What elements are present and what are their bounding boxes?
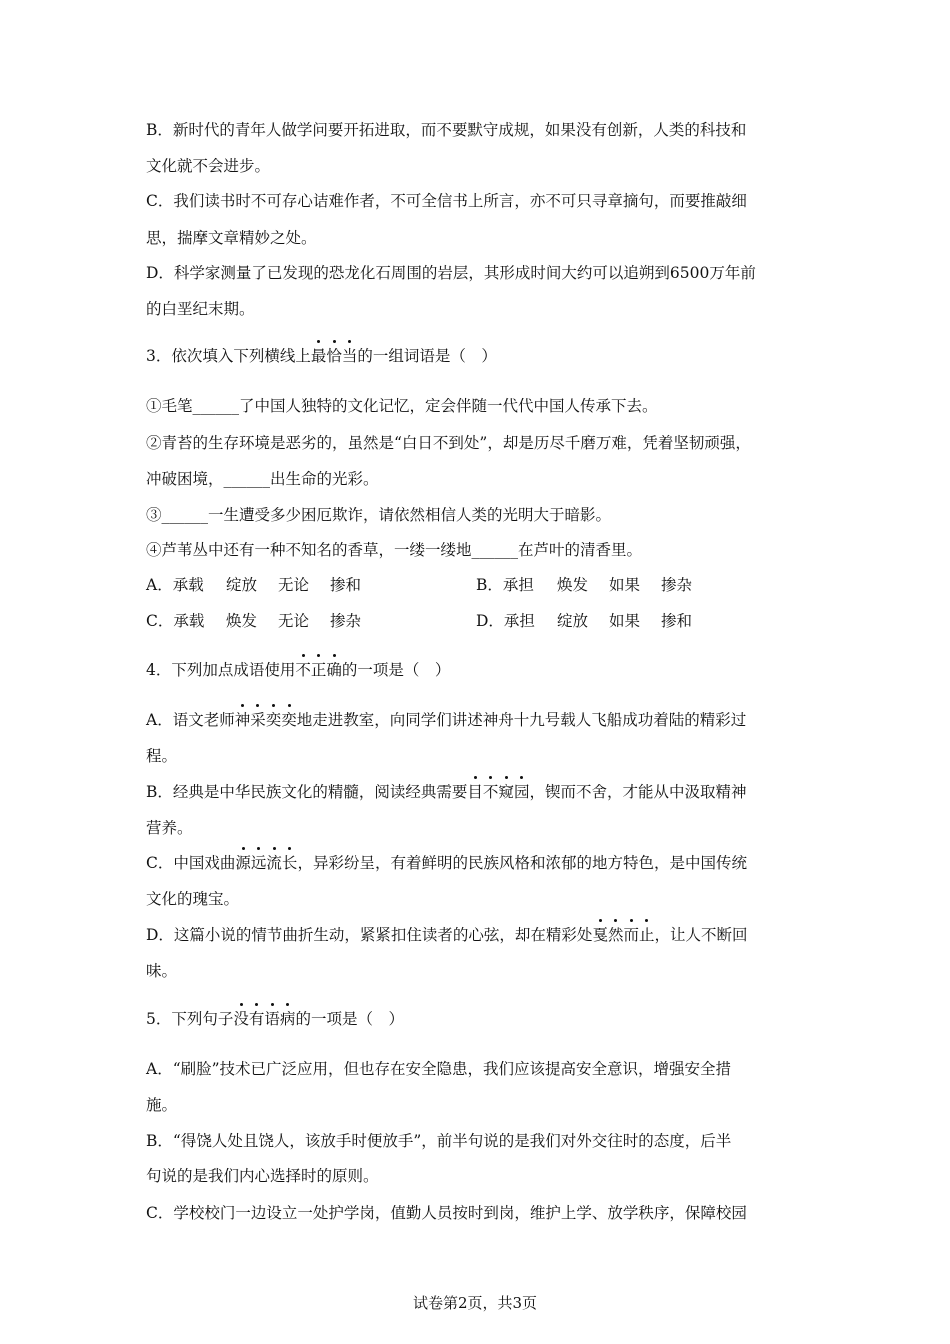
emphasis-char: 没	[233, 1010, 249, 1028]
q4-option-b-line2: 营养。	[146, 819, 193, 837]
emphasis-char: 神	[234, 711, 251, 729]
emphasis-char: 戛	[592, 926, 608, 944]
emphasis-char: 奕	[281, 711, 297, 729]
emphasis-char: 而	[623, 926, 639, 944]
emphasis-char: 恰	[326, 347, 342, 365]
q5-option-c-line1: C．学校校门一边设立一处护学岗，值勤人员按时到岗，维护上学、放学秩序，保障校园	[146, 1204, 747, 1222]
emphasis-char: 有	[248, 1010, 265, 1028]
q2-option-d-line1: D．科学家测量了已发现的恐龙化石周围的岩层，其形成时间大约可以追朔到6500万年前	[146, 264, 756, 282]
q4-option-a-line2: 程。	[146, 747, 178, 765]
emphasis-char: 流	[266, 854, 282, 872]
q3-stem: 3．依次填入下列横线上最恰当的一组词语是（ ）	[146, 347, 497, 365]
emphasis-char: 不	[295, 661, 311, 679]
emphasis-char: 窥	[498, 783, 514, 801]
emphasis-char: 不	[482, 783, 499, 801]
emphasis-char: 长	[281, 854, 298, 872]
q3-sentence-1: ①毛笔______了中国人独特的文化记忆，定会伴随一代代中国人传承下去。	[146, 397, 658, 415]
q2-option-c-line1: C．我们读书时不可存心诘难作者，不可全信书上所言，亦不可只寻章摘句，而要推敲细	[146, 192, 747, 210]
emphasis-char: 奕	[265, 711, 282, 729]
q2-option-c-line2: 思，揣摩文章精妙之处。	[146, 229, 317, 247]
emphasis-char: 然	[607, 926, 624, 944]
q4-option-c-line1: C．中国戏曲源远流长，异彩纷呈，有着鲜明的民族风格和浓郁的地方特色，是中国传统	[146, 854, 747, 872]
q4-option-b-line1: B．经典是中华民族文化的精髓，阅读经典需要目不窥园，锲而不舍，才能从中汲取精神	[146, 783, 747, 801]
emphasis-char: 确	[326, 661, 342, 679]
q4-option-c-line2: 文化的瑰宝。	[146, 890, 240, 908]
q2-option-b-line1: B．新时代的青年人做学问要开拓进取，而不要默守成规，如果没有创新，人类的科技和	[146, 121, 747, 139]
q3-sentence-2-line2: 冲破困境，______出生命的光彩。	[146, 470, 379, 488]
emphasis-char: 采	[250, 711, 266, 729]
q4-option-d-line1: D．这篇小说的情节曲折生动，紧紧扣住读者的心弦，却在精彩处戛然而止，让人不断回	[146, 926, 748, 944]
emphasis-char: 语	[264, 1010, 280, 1028]
q4-stem: 4．下列加点成语使用不正确的一项是（ ）	[146, 661, 451, 679]
emphasis-char: 源	[235, 854, 251, 872]
q5-option-a-line1: A．“刷脸”技术已广泛应用，但也存在安全隐患，我们应该提高安全意识，增强安全措	[146, 1060, 732, 1078]
q2-option-d-line2: 的白垩纪末期。	[146, 300, 255, 318]
emphasis-char: 病	[279, 1010, 296, 1028]
emphasis-char: 当	[341, 347, 358, 365]
q3-sentence-2-line1: ②青苔的生存环境是恶劣的，虽然是“白日不到处”，却是历尽千磨万难，凭着坚韧顽强，	[146, 434, 751, 452]
emphasis-char: 正	[310, 661, 327, 679]
q5-option-a-line2: 施。	[146, 1096, 178, 1114]
q2-option-b-line2: 文化就不会进步。	[146, 157, 271, 175]
emphasis-char: 目	[467, 783, 483, 801]
emphasis-char: 远	[250, 854, 267, 872]
q5-option-b-line2: 句说的是我们内心选择时的原则。	[146, 1167, 379, 1185]
q4-option-d-line2: 味。	[146, 962, 178, 980]
q4-option-a-line1: A．语文老师神采奕奕地走进教室，向同学们讲述神舟十九号载人飞船成功着陆的精彩过	[146, 711, 747, 729]
q3-sentence-3: ③______一生遭受多少困厄欺诈，请依然相信人类的光明大于暗影。	[146, 506, 612, 524]
emphasis-char: 止	[638, 926, 655, 944]
emphasis-char: 最	[310, 347, 327, 365]
page-footer: 试卷第2页，共3页	[412, 1294, 538, 1312]
q5-stem: 5．下列句子没有语病的一项是（ ）	[146, 1010, 404, 1028]
q3-sentence-4: ④芦苇丛中还有一种不知名的香草，一缕一缕地______在芦叶的清香里。	[146, 541, 643, 559]
emphasis-char: 园	[513, 783, 530, 801]
q5-option-b-line1: B．“得饶人处且饶人，该放手时便放手”，前半句说的是我们对外交往时的态度，后半	[146, 1132, 732, 1150]
